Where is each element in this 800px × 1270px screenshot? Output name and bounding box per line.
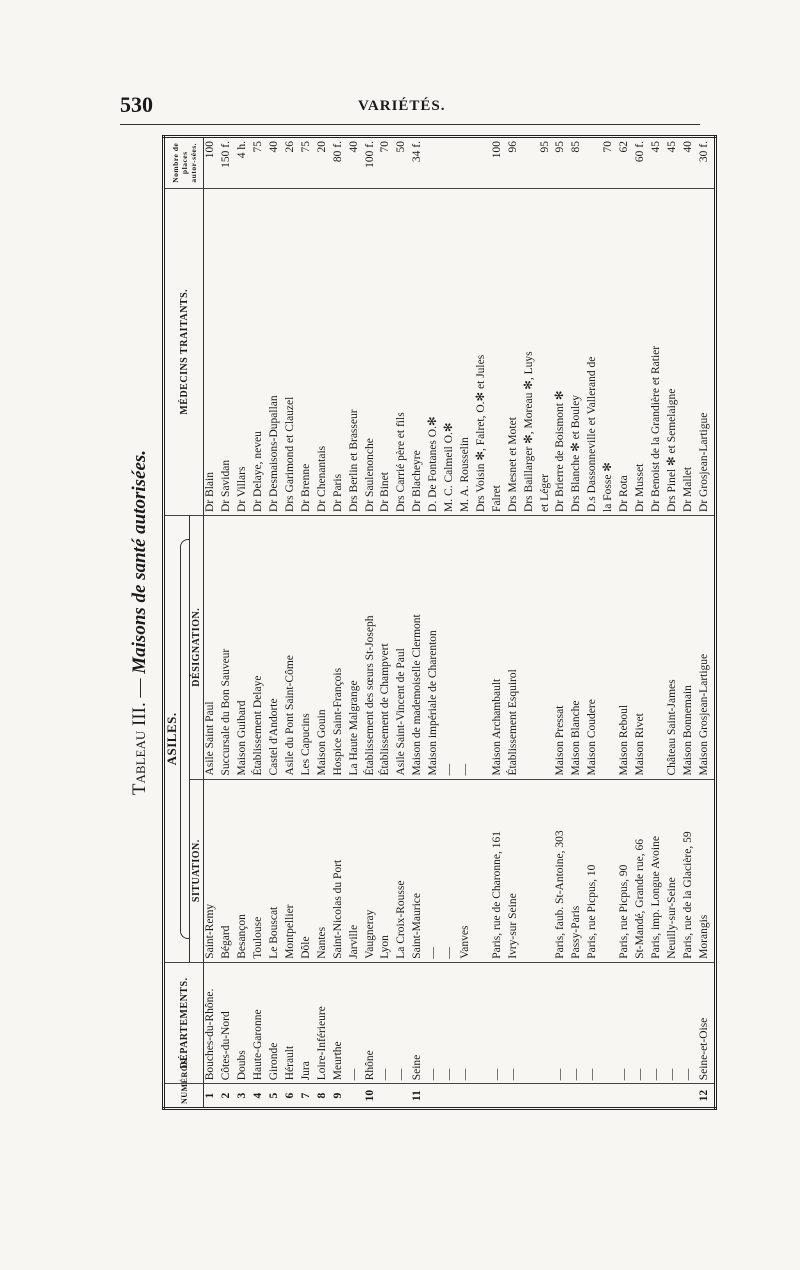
row-situation: Saint-Remy (204, 779, 221, 962)
row-departement: — (554, 962, 570, 1084)
row-designation (539, 515, 555, 779)
row-medecins: Dr Saulenonche (364, 188, 380, 515)
row-medecins: Dr Grosjean-Lartigue (698, 188, 716, 515)
row-situation: Paris, faub. St-Antoine, 303 (554, 779, 570, 962)
row-medecins: Dr Binet (379, 188, 395, 515)
table-row (539, 137, 555, 1109)
row-places: 20 (316, 137, 332, 189)
row-medecins: Dr Benoist de la Grandière et Ratier (650, 188, 666, 515)
row-number (618, 1084, 634, 1109)
row-places: 40 (348, 137, 364, 189)
row-designation: Maison Rivet (634, 515, 650, 779)
row-number (634, 1084, 650, 1109)
header-rule (120, 124, 700, 125)
row-number: 1 (204, 1084, 221, 1109)
row-designation: — (459, 515, 475, 779)
row-medecins: Drs Voisin ✻, Falret, O.✻ et Jules (475, 188, 491, 515)
table-row (411, 137, 427, 1109)
row-number (650, 1084, 666, 1109)
table-row (618, 137, 634, 1109)
row-number: 9 (332, 1084, 348, 1109)
table-row (602, 137, 618, 1109)
header-designation: DÉSIGNATION. (190, 515, 204, 779)
row-departement: Jura (300, 962, 316, 1084)
row-situation (523, 779, 539, 962)
row-places: 80 f. (332, 137, 348, 189)
row-designation (523, 515, 539, 779)
row-situation: — (427, 779, 443, 962)
row-medecins: Dr Blacheyre (411, 188, 427, 515)
row-number (491, 1084, 507, 1109)
row-medecins: M. A. Rousselin (459, 188, 475, 515)
row-number (666, 1084, 682, 1109)
row-medecins: D. De Fontanes O.✻ (427, 188, 443, 515)
row-medecins: Dr Brierre de Boismont ✻ (554, 188, 570, 515)
row-departement: — (682, 962, 698, 1084)
table-row (348, 137, 364, 1109)
row-number: 10 (364, 1084, 380, 1109)
row-number (586, 1084, 602, 1109)
table-row (634, 137, 650, 1109)
row-number (427, 1084, 443, 1109)
row-number (602, 1084, 618, 1109)
row-situation: Toulouse (252, 779, 268, 962)
row-medecins: Falret (491, 188, 507, 515)
row-places (523, 137, 539, 189)
header-departements: DÉPARTEMENTS. (164, 962, 204, 1084)
row-departement: Seine (411, 962, 427, 1084)
row-departement: Doubs (236, 962, 252, 1084)
table-row (523, 137, 539, 1109)
row-designation: Maison Coudere (586, 515, 602, 779)
page-number: 530 (120, 92, 153, 117)
row-departement: — (459, 962, 475, 1084)
row-departement: — (427, 962, 443, 1084)
row-number: 12 (698, 1084, 716, 1109)
row-medecins: D.s Dassonneville et Vallerand de (586, 188, 602, 515)
row-designation: Maison Pressat (554, 515, 570, 779)
row-departement: Haute-Garonne (252, 962, 268, 1084)
caption-dash: — (129, 678, 150, 698)
brace-mark (180, 539, 189, 939)
table-row (698, 137, 716, 1109)
row-medecins: M. C. Calmeil O.✻ (443, 188, 459, 515)
row-medecins: Drs Berlin et Brasseur (348, 188, 364, 515)
row-places (586, 137, 602, 189)
row-places: 75 (252, 137, 268, 189)
row-places: 62 (618, 137, 634, 189)
row-designation (602, 515, 618, 779)
row-number (395, 1084, 411, 1109)
row-departement: — (379, 962, 395, 1084)
row-number (539, 1084, 555, 1109)
row-medecins: Dr Chenantais (316, 188, 332, 515)
row-number (554, 1084, 570, 1109)
row-situation: Saint-Nicolas du Port (332, 779, 348, 962)
row-situation: Paris, imp. Longue Avoine (650, 779, 666, 962)
row-number (443, 1084, 459, 1109)
header-situation: SITUATION. (190, 779, 204, 962)
row-situation: Vanves (459, 779, 475, 962)
table-row (364, 137, 380, 1109)
row-number (507, 1084, 523, 1109)
row-medecins: Dr Paris (332, 188, 348, 515)
caption-label: Tableau III. (129, 702, 150, 796)
row-places: 45 (666, 137, 682, 189)
running-head: VARIÉTÉS. (358, 98, 446, 114)
row-number (475, 1084, 491, 1109)
row-medecins: Drs Garimond et Clauzel (284, 188, 300, 515)
row-places: 95 (539, 137, 555, 189)
header-places: Nombre de places autor-sées. (164, 137, 204, 189)
row-designation: Asile du Pont Saint-Côme (284, 515, 300, 779)
row-medecins: la Fosse ✻ (602, 188, 618, 515)
row-number (570, 1084, 586, 1109)
row-number: 7 (300, 1084, 316, 1109)
row-designation: — (443, 515, 459, 779)
table-row (427, 137, 443, 1109)
table-body (204, 137, 716, 1109)
row-situation: Montpellier (284, 779, 300, 962)
row-departement: Loire-Inférieure (316, 962, 332, 1084)
row-situation: Besançon (236, 779, 252, 962)
caption-title: Maisons de santé autorisées. (129, 449, 150, 674)
row-places: 40 (682, 137, 698, 189)
row-medecins: Dr Rota (618, 188, 634, 515)
row-places: 100 (491, 137, 507, 189)
row-situation: Paris, rue de la Glacière, 59 (682, 779, 698, 962)
row-designation: Maison Grosjean-Lartigue (698, 515, 716, 779)
row-places: 26 (284, 137, 300, 189)
table-row (650, 137, 666, 1109)
row-places: 4 h. (236, 137, 252, 189)
row-departement (602, 962, 618, 1084)
row-designation: Castel d'Andorte (268, 515, 284, 779)
row-medecins: Drs Carrié père et fils (395, 188, 411, 515)
row-number (459, 1084, 475, 1109)
row-designation: Établissement de Champvert (379, 515, 395, 779)
row-medecins: Drs Mesnet et Motet (507, 188, 523, 515)
row-medecins: Drs Baillarger ✻, Moreau ✻, Luys (523, 188, 539, 515)
row-designation: Château Saint-James (666, 515, 682, 779)
row-designation: Maison Guibard (236, 515, 252, 779)
header-asiles: ASILES. (164, 712, 179, 766)
table-row (300, 137, 316, 1109)
table-row (586, 137, 602, 1109)
row-medecins: et Léger (539, 188, 555, 515)
row-departement: Rhône (364, 962, 380, 1084)
landscape-table (120, 135, 720, 1110)
row-departement: Seine-et-Oise (698, 962, 716, 1084)
row-places: 30 f. (698, 137, 716, 189)
row-departement: Côtes-du-Nord (220, 962, 236, 1084)
row-number: 4 (252, 1084, 268, 1109)
row-departement: — (634, 962, 650, 1084)
row-designation: Hospice Saint-François (332, 515, 348, 779)
table-row (332, 137, 348, 1109)
row-situation: Saint-Maurice (411, 779, 427, 962)
row-places: 95 (554, 137, 570, 189)
row-designation: Maison de mademoiselle Clermont (411, 515, 427, 779)
row-places (443, 137, 459, 189)
row-medecins: Dr Brenne (300, 188, 316, 515)
row-situation: Passy-Paris (570, 779, 586, 962)
row-medecins: Dr Musset (634, 188, 650, 515)
row-number: 3 (236, 1084, 252, 1109)
row-departement: — (348, 962, 364, 1084)
table-row (236, 137, 252, 1109)
row-situation: St-Mandé, Grande rue, 66 (634, 779, 650, 962)
row-places: 70 (602, 137, 618, 189)
row-medecins: Dr Desmaisons-Dupallan (268, 188, 284, 515)
row-situation: Paris, rue de Charonne, 161 (491, 779, 507, 962)
row-designation: Maison Gouin (316, 515, 332, 779)
row-medecins: Dr Savidan (220, 188, 236, 515)
row-places: 150 f. (220, 137, 236, 189)
row-situation: Neuilly-sur-Seine (666, 779, 682, 962)
table-row (268, 137, 284, 1109)
row-departement: — (507, 962, 523, 1084)
row-places: 100 (204, 137, 221, 189)
row-designation: Les Capucins (300, 515, 316, 779)
table-row (666, 137, 682, 1109)
row-number: 5 (268, 1084, 284, 1109)
row-places: 75 (300, 137, 316, 189)
row-departement: Hérault (284, 962, 300, 1084)
row-situation: Bégard (220, 779, 236, 962)
row-designation (475, 515, 491, 779)
table-row (507, 137, 523, 1109)
row-designation: Maison Reboul (618, 515, 634, 779)
row-designation: Établissement Delaye (252, 515, 268, 779)
row-situation (602, 779, 618, 962)
row-designation: Maison Archambault (491, 515, 507, 779)
row-number: 8 (316, 1084, 332, 1109)
row-departement: — (443, 962, 459, 1084)
row-places: 40 (268, 137, 284, 189)
row-number: 6 (284, 1084, 300, 1109)
row-medecins: Drs Pinel ✻ et Semelaigne (666, 188, 682, 515)
table-row (459, 137, 475, 1109)
row-places: 45 (650, 137, 666, 189)
table-row (475, 137, 491, 1109)
row-places (475, 137, 491, 189)
row-designation: Maison Bonnemain (682, 515, 698, 779)
row-medecins: Dr Delaye, neveu (252, 188, 268, 515)
row-situation: La Croix-Rousse (395, 779, 411, 962)
row-designation: Établissement des sœurs St-Joseph (364, 515, 380, 779)
row-places: 96 (507, 137, 523, 189)
table-row (554, 137, 570, 1109)
table-row (491, 137, 507, 1109)
row-departement: — (570, 962, 586, 1084)
row-situation: Jarville (348, 779, 364, 962)
row-departement: Gironde (268, 962, 284, 1084)
row-departement: — (618, 962, 634, 1084)
header-numeros: NUMÉROS. (164, 1084, 204, 1109)
row-situation: Paris, rue Picpus, 90 (618, 779, 634, 962)
row-places: 34 f. (411, 137, 427, 189)
row-designation: La Haute Malgrange (348, 515, 364, 779)
row-number: 11 (411, 1084, 427, 1109)
row-places: 100 f. (364, 137, 380, 189)
row-departement: Bouches-du-Rhône. (204, 962, 221, 1084)
row-designation (650, 515, 666, 779)
row-medecins: Dr Blain (204, 188, 221, 515)
asylum-table (162, 135, 717, 1110)
row-designation: Maison impériale de Charenton (427, 515, 443, 779)
row-departement: — (491, 962, 507, 1084)
table-row (443, 137, 459, 1109)
table-row (395, 137, 411, 1109)
rotated-table-region (120, 135, 720, 1110)
header-asiles-group (164, 515, 190, 962)
row-situation (475, 779, 491, 962)
row-departement: — (586, 962, 602, 1084)
header-medecins: MÉDECINS TRAITANTS. (164, 188, 204, 515)
table-row (570, 137, 586, 1109)
row-situation: Paris, rue Picpus, 10 (586, 779, 602, 962)
row-departement: — (395, 962, 411, 1084)
row-situation: Vaugneray (364, 779, 380, 962)
row-number (523, 1084, 539, 1109)
row-designation: Maison Blanche (570, 515, 586, 779)
row-places: 70 (379, 137, 395, 189)
table-row (204, 137, 221, 1109)
table-caption (120, 135, 160, 1110)
row-situation: — (443, 779, 459, 962)
row-situation (539, 779, 555, 962)
row-medecins: Dr Mallet (682, 188, 698, 515)
row-departement: — (666, 962, 682, 1084)
table-row (220, 137, 236, 1109)
table-row (284, 137, 300, 1109)
row-medecins: Drs Blanche ✻ et Bouley (570, 188, 586, 515)
row-number: 2 (220, 1084, 236, 1109)
row-places (427, 137, 443, 189)
row-situation: Lyon (379, 779, 395, 962)
row-situation: Le Bouscat (268, 779, 284, 962)
table-row (316, 137, 332, 1109)
row-number (379, 1084, 395, 1109)
row-departement: — (650, 962, 666, 1084)
row-medecins: Dr Villars (236, 188, 252, 515)
row-situation: Dôle (300, 779, 316, 962)
row-departement (539, 962, 555, 1084)
row-departement (475, 962, 491, 1084)
row-designation: Asile Saint-Vincent de Paul (395, 515, 411, 779)
table-row (379, 137, 395, 1109)
row-designation: Établissement Esquirol (507, 515, 523, 779)
row-situation: Morangis (698, 779, 716, 962)
table-row (252, 137, 268, 1109)
row-places (459, 137, 475, 189)
row-departement: Meurthe (332, 962, 348, 1084)
row-situation: Ivry-sur Seine (507, 779, 523, 962)
row-situation: Nantes (316, 779, 332, 962)
row-designation: Succursale du Bon Sauveur (220, 515, 236, 779)
row-designation: Asile Saint Paul (204, 515, 221, 779)
row-places: 50 (395, 137, 411, 189)
table-row (682, 137, 698, 1109)
row-number (348, 1084, 364, 1109)
row-places: 60 f. (634, 137, 650, 189)
row-places: 85 (570, 137, 586, 189)
row-number (682, 1084, 698, 1109)
row-departement (523, 962, 539, 1084)
